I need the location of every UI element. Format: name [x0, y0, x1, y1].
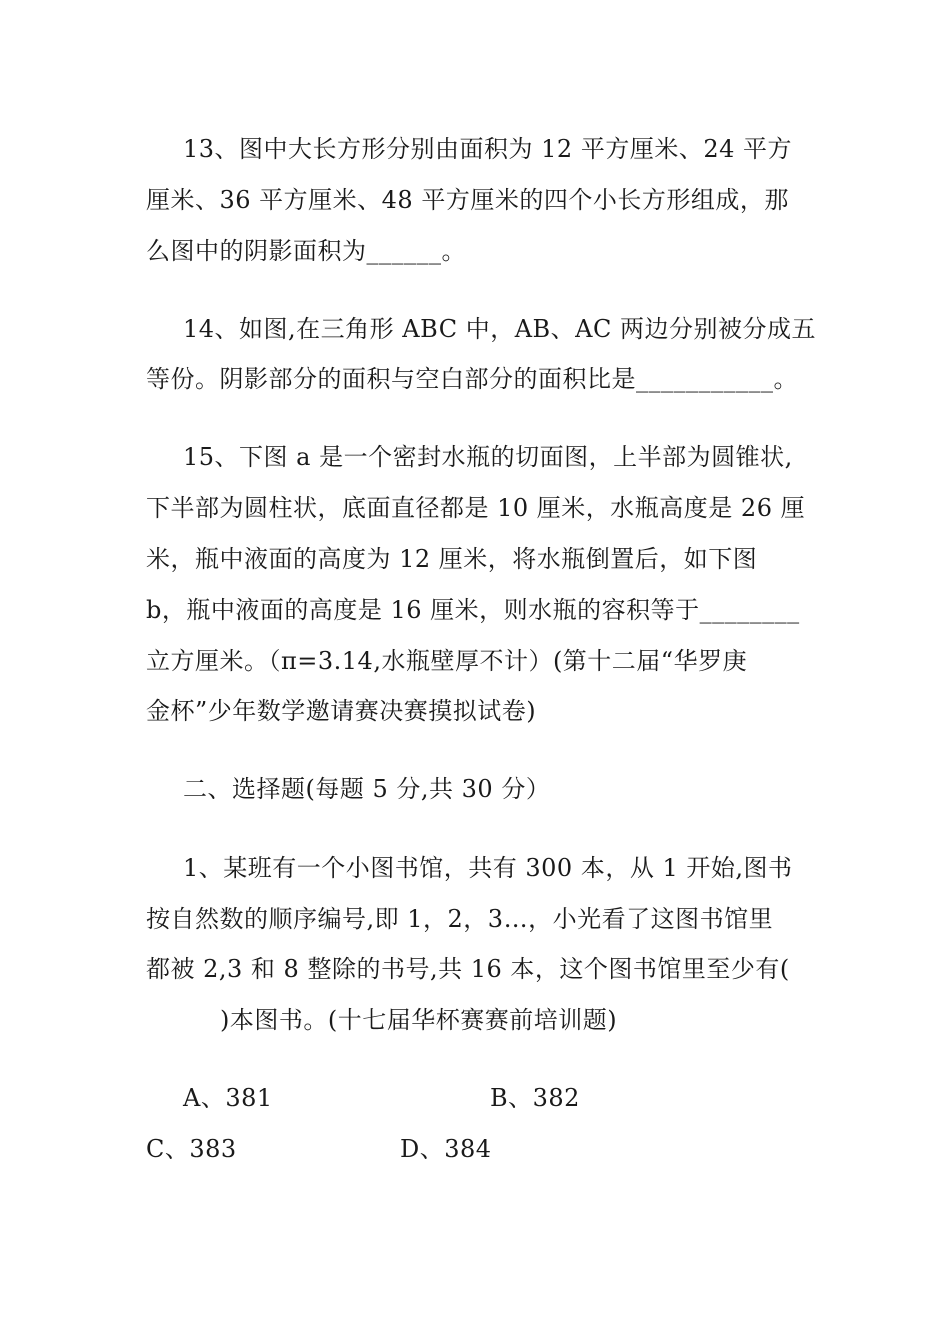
q13-line-3: 么图中的阴影面积为______。: [146, 237, 466, 265]
q1-line-3: 都被 2,3 和 8 整除的书号,共 16 本，这个图书馆里至少有(: [146, 955, 790, 983]
q14-line-2: 等份。阴影部分的面积与空白部分的面积比是___________。: [146, 365, 798, 393]
q15-line-4: b，瓶中液面的高度是 16 厘米，则水瓶的容积等于________: [146, 596, 800, 624]
q13-line-2: 厘米、36 平方厘米、48 平方厘米的四个小长方形组成，那: [146, 186, 789, 214]
q1-line-2: 按自然数的顺序编号,即 1，2，3…，小光看了这图书馆里: [146, 905, 774, 933]
section-title: 二、选择题(每题 5 分,共 30 分）: [183, 775, 551, 803]
q15-line-5: 立方厘米。（π=3.14,水瓶壁厚不计）(第十二届“华罗庚: [146, 647, 748, 675]
q15-line-1: 15、下图 a 是一个密封水瓶的切面图，上半部为圆锥状,: [183, 443, 793, 471]
q1-line-4: )本图书。(十七届华杯赛赛前培训题): [220, 1006, 618, 1034]
option-d: D、384: [400, 1135, 492, 1163]
q14-line-1: 14、如图,在三角形 ABC 中，AB、AC 两边分别被分成五: [183, 315, 816, 343]
q15-line-3: 米，瓶中液面的高度为 12 厘米，将水瓶倒置后，如下图: [146, 545, 758, 573]
q15-line-2: 下半部为圆柱状，底面直径都是 10 厘米，水瓶高度是 26 厘: [146, 494, 806, 522]
q1-line-1: 1、某班有一个小图书馆，共有 300 本，从 1 开始,图书: [183, 854, 793, 882]
option-c: C、383: [146, 1135, 237, 1163]
option-b: B、382: [490, 1084, 580, 1112]
option-a: A、381: [183, 1084, 273, 1112]
q13-line-1: 13、图中大长方形分别由面积为 12 平方厘米、24 平方: [183, 135, 793, 163]
q15-line-6: 金杯”少年数学邀请赛决赛摸拟试卷): [146, 697, 537, 725]
